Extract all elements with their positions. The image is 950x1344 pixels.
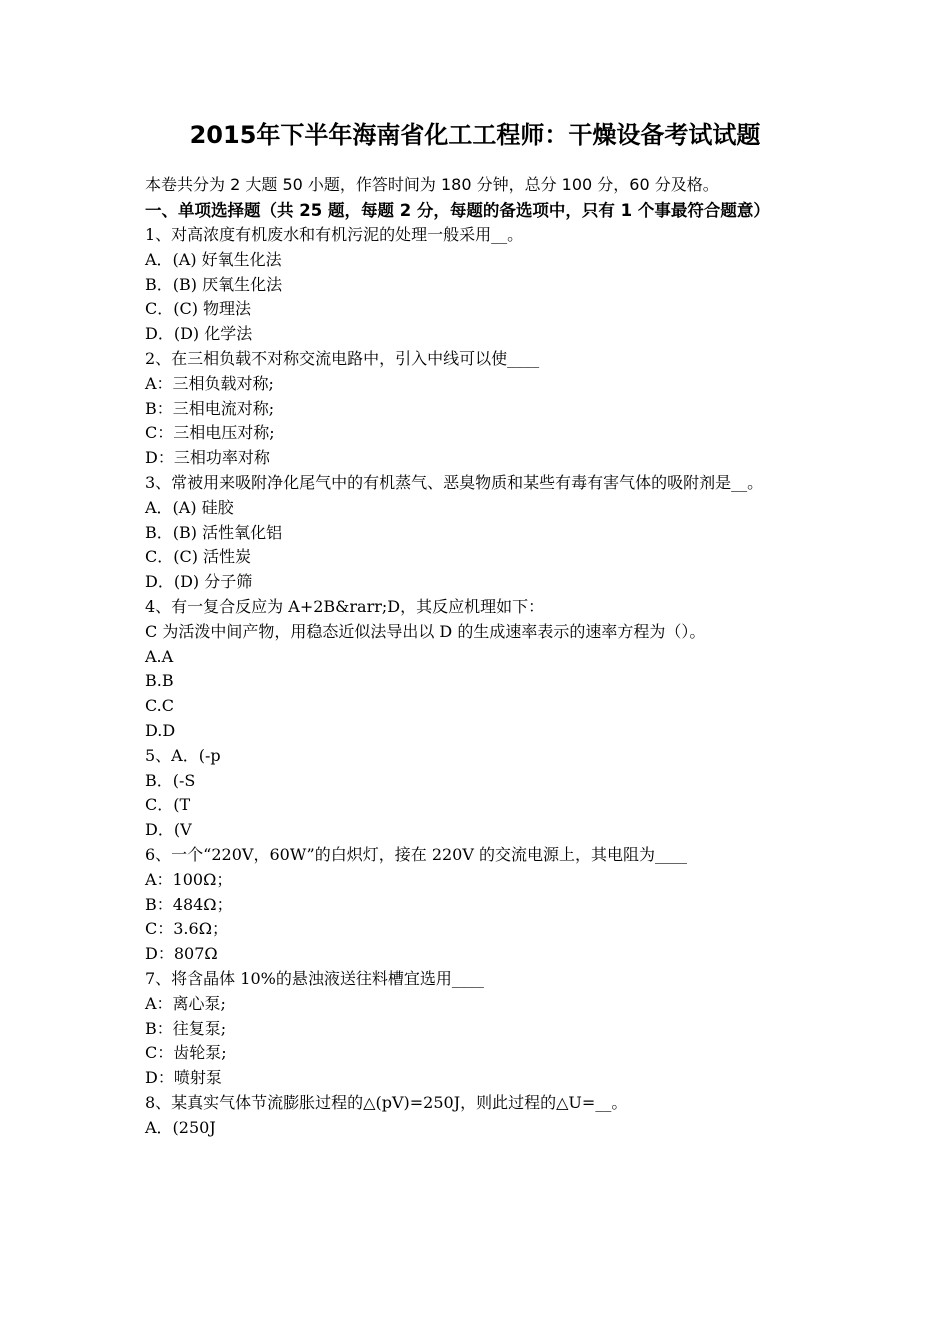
option-line: C．(T [145, 795, 191, 815]
option-line: D：807Ω [145, 944, 218, 964]
option-line: A．(A) 硅胶 [145, 497, 234, 517]
option-line: A：三相负载对称; [145, 373, 274, 393]
option-line: B：三相电流对称; [145, 398, 275, 418]
option-line: C．(C) 活性炭 [145, 547, 252, 567]
option-line: C.C [145, 696, 174, 716]
document-title: 2015年下半年海南省化工工程师：干燥设备考试试题 [189, 121, 761, 149]
option-line: B.B [145, 671, 174, 691]
option-line: D．(V [145, 820, 192, 840]
section-heading: 一、单项选择题（共 25 题，每题 2 分，每题的备选项中，只有 1 个事最符合题意） [145, 201, 770, 220]
option-line: B：往复泵; [145, 1018, 227, 1038]
exam-intro: 本卷共分为 2 大题 50 小题，作答时间为 180 分钟，总分 100 分，60 分及格。 [145, 175, 719, 194]
question-line: 6、一个“220V，60W”的白炽灯，接在 220V 的交流电源上，其电阻为____ [145, 844, 688, 864]
question-list [145, 223, 810, 1140]
option-line: B：484Ω； [145, 894, 233, 914]
option-line: C．(C) 物理法 [145, 299, 252, 319]
option-line: D．(D) 化学法 [145, 324, 253, 344]
option-line: D．(D) 分子筛 [145, 572, 253, 592]
option-line: D：三相功率对称 [145, 448, 270, 468]
question-line: 4、有一复合反应为 A+2B&rarr;D，其反应机理如下： [145, 596, 545, 616]
option-line: A：离心泵; [145, 993, 226, 1013]
option-line: A：100Ω； [145, 869, 233, 889]
question-line: C 为活泼中间产物，用稳态近似法导出以 D 的生成速率表示的速率方程为（）。 [145, 621, 706, 641]
option-line: A．(A) 好氧生化法 [145, 249, 282, 269]
option-line: A.A [145, 646, 174, 666]
option-line: B．(-S [145, 770, 196, 790]
question-line: 7、将含晶体 10%的悬浊液送往料槽宜选用____ [145, 968, 484, 988]
document-body [145, 173, 810, 1140]
option-line: C：3.6Ω； [145, 919, 228, 939]
question-line: 8、某真实气体节流膨胀过程的△(pV)=250J，则此过程的△U=__。 [145, 1092, 628, 1112]
question-line: 3、常被用来吸附净化尾气中的有机蒸气、恶臭物质和某些有毒有害气体的吸附剂是__。 [145, 472, 764, 492]
option-line: C：三相电压对称; [145, 423, 275, 443]
question-line: 2、在三相负载不对称交流电路中，引入中线可以使____ [145, 348, 540, 368]
option-line: C：齿轮泵; [145, 1043, 227, 1063]
option-line: D：喷射泵 [145, 1068, 222, 1088]
option-line: B．(B) 活性氧化铝 [145, 522, 283, 542]
question-line: 5、A．(-p [145, 745, 221, 765]
option-line: D.D [145, 720, 176, 740]
option-line: A．(250J [145, 1117, 216, 1137]
option-line: B．(B) 厌氧生化法 [145, 274, 283, 294]
question-line: 1、对高浓度有机废水和有机污泥的处理一般采用__。 [145, 225, 524, 244]
